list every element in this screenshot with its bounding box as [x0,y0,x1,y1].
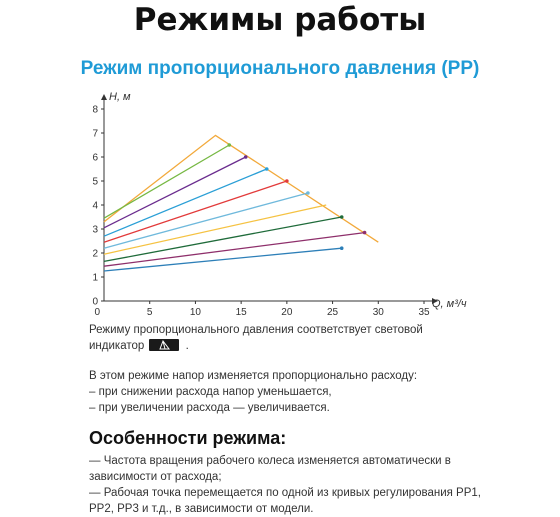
y-axis-label: H, м [109,91,131,103]
series-end-point [306,191,310,195]
y-tick-label: 1 [92,272,98,284]
series-end-point [265,167,269,171]
y-tick-label: 5 [92,176,98,188]
features-paragraph [89,453,481,517]
series-end-point [340,215,344,219]
x-tick-label: 20 [281,307,293,318]
y-tick-label: 8 [92,104,98,116]
y-tick-label: 6 [92,152,98,164]
features-text-line-4: PP2, PP3 и т.д., в зависимости от модели. [89,503,314,515]
behavior-text-line-2: – при снижении расхода напор уменьшается, [89,386,332,398]
series-end-point [227,143,231,147]
behavior-text-line-3: – при увеличении расхода — увеличивается. [89,402,330,414]
y-tick-label: 0 [92,296,98,308]
features-text-line-3: — Рабочая точка перемещается по одной из кривых регулирования PP1, [89,487,481,499]
y-tick-label: 4 [92,200,98,212]
series-line [104,248,342,271]
x-tick-label: 0 [94,307,100,318]
page-title: Режимы работы [133,2,427,38]
series-end-point [363,231,367,235]
behavior-paragraph [89,368,417,416]
x-tick-label: 30 [372,307,384,318]
features-text-line-2: зависимости от расхода; [89,471,222,483]
x-tick-label: 15 [235,307,247,318]
pp-mode-indicator-icon [149,339,179,351]
series-line [104,193,308,248]
y-tick-label: 2 [92,248,98,260]
series-line [104,135,378,242]
y-tick-label: 7 [92,128,98,140]
series-end-point [244,155,248,159]
x-tick-label: 25 [327,307,339,318]
x-axis-label: Q, м³/ч [432,298,467,310]
indicator-text-line-2 [89,338,423,354]
series-end-point [285,179,289,183]
x-tick-label: 35 [418,307,430,318]
indicator-text-line-1: Режиму пропорционального давления соответствует световой [89,324,423,336]
x-tick-label: 10 [189,307,201,318]
behavior-text-line-1: В этом режиме напор изменяется пропорционально расходу: [89,370,418,382]
features-heading: Особенности режима: [89,428,287,448]
indicator-paragraph [89,322,423,354]
x-tick-label: 5 [146,307,153,318]
series-end-point [340,246,344,250]
indicator-text-prefix: индикатор [89,340,145,352]
y-axis-arrow [101,94,107,100]
indicator-text-suffix: . [185,340,189,352]
features-text-line-1: — Частота вращения рабочего колеса изменяется автоматически в [89,455,451,467]
page-subtitle: Режим пропорционального давления (PP) [80,58,480,79]
y-tick-label: 3 [92,224,98,236]
series-line [104,205,326,254]
